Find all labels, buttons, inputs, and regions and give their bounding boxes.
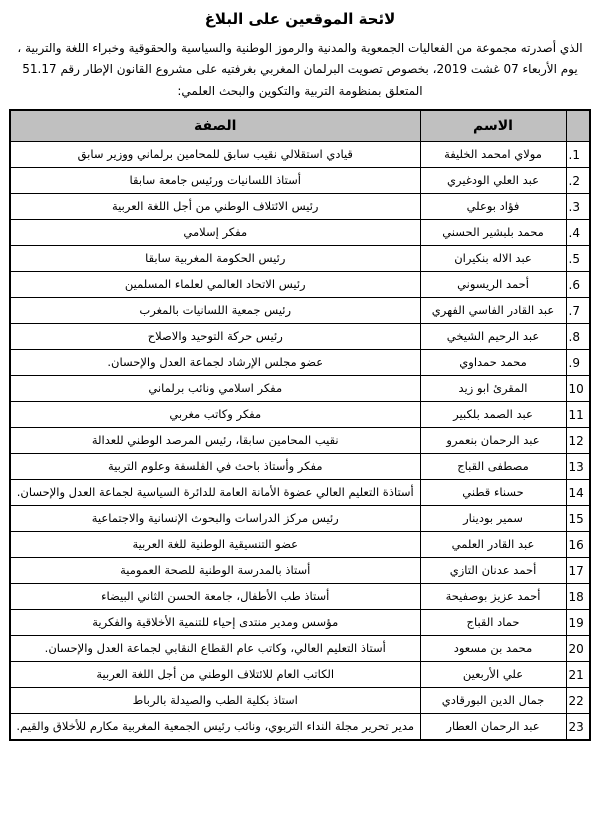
table-row <box>10 662 590 688</box>
table-row <box>10 220 590 246</box>
signatory-name: حماد القباج <box>420 610 566 636</box>
row-number: 16 <box>566 532 590 558</box>
row-number: 19 <box>566 610 590 636</box>
signatory-role: مؤسس ومدير منتدى إحياء للتنمية الأخلاقية والفكرية <box>10 610 420 636</box>
table-row <box>10 636 590 662</box>
signatory-name: أحمد عدنان التازي <box>420 558 566 584</box>
row-number: 5. <box>566 246 590 272</box>
signatory-role: مفكر اسلامي ونائب برلماني <box>10 376 420 402</box>
table-row <box>10 246 590 272</box>
signatory-role: أستاذ اللسانيات ورئيس جامعة سابقا <box>10 168 420 194</box>
row-number: 17 <box>566 558 590 584</box>
signatory-role: مفكر وأستاذ باحث في الفلسفة وعلوم التربية <box>10 454 420 480</box>
table-row <box>10 610 590 636</box>
signatory-name: عبد القادر الفاسي الفهري <box>420 298 566 324</box>
signatory-role: مفكر وكاتب مغربي <box>10 402 420 428</box>
signatories-body <box>10 142 590 741</box>
signatory-role: مدير تحرير مجلة النداء التربوي، ونائب رئيس الجمعية المغربية مكارم للأخلاق والقيم. <box>10 714 420 741</box>
row-number: 8. <box>566 324 590 350</box>
row-number: 20 <box>566 636 590 662</box>
signatory-name: عبد الرحيم الشيخي <box>420 324 566 350</box>
table-row <box>10 480 590 506</box>
table-row <box>10 506 590 532</box>
table-row <box>10 714 590 741</box>
signatory-role: عضو مجلس الإرشاد لجماعة العدل والإحسان. <box>10 350 420 376</box>
table-row <box>10 688 590 714</box>
signatory-name: محمد حمداوي <box>420 350 566 376</box>
header-number-cell <box>566 110 590 142</box>
signatory-role: عضو التنسيقية الوطنية للغة العربية <box>10 532 420 558</box>
signatory-role: رئيس مركز الدراسات والبحوث الإنسانية والاجتماعية <box>10 506 420 532</box>
signatory-name: علي الأربعين <box>420 662 566 688</box>
table-row <box>10 142 590 168</box>
table-row <box>10 272 590 298</box>
signatory-role: رئيس جمعية اللسانيات بالمغرب <box>10 298 420 324</box>
row-number: 21 <box>566 662 590 688</box>
signatory-role: رئيس الاتحاد العالمي لعلماء المسلمين <box>10 272 420 298</box>
row-number: 10 <box>566 376 590 402</box>
row-number: 11 <box>566 402 590 428</box>
row-number: 12 <box>566 428 590 454</box>
table-row <box>10 376 590 402</box>
signatory-role: استاذ بكلية الطب والصيدلة بالرباط <box>10 688 420 714</box>
signatory-name: عبد القادر العلمي <box>420 532 566 558</box>
row-number: 1. <box>566 142 590 168</box>
signatory-name: فؤاد بوعلي <box>420 194 566 220</box>
signatory-role: مفكر إسلامي <box>10 220 420 246</box>
document-intro-paragraph: الذي أصدرته مجموعة من الفعاليات الجمعوية والمدنية والرموز الوطنية والسياسية والحقوقية وخبراء اللغة والتربية ، يوم الأربعاء 07 غشت 2019، بخصوص تصويت البرلمان المغربي بغرفتيه على مشروع القانون الإطار رقم 51.17 المتعلق بمنظومة التربية والتكوين والبحث العلمي: <box>17 40 583 98</box>
table-row <box>10 532 590 558</box>
table-row <box>10 428 590 454</box>
header-role-cell: الصفة <box>10 110 420 142</box>
row-number: 22 <box>566 688 590 714</box>
row-number: 23 <box>566 714 590 741</box>
row-number: 18 <box>566 584 590 610</box>
signatory-name: عبد الرحمان بنعمرو <box>420 428 566 454</box>
table-row <box>10 350 590 376</box>
row-number: 4. <box>566 220 590 246</box>
row-number: 2. <box>566 168 590 194</box>
signatory-role: أستاذ طب الأطفال، جامعة الحسن الثاني البيضاء <box>10 584 420 610</box>
signatory-name: عبد الصمد بلكبير <box>420 402 566 428</box>
signatories-table <box>9 109 591 741</box>
table-row <box>10 454 590 480</box>
table-row <box>10 194 590 220</box>
signatory-name: أحمد الريسوني <box>420 272 566 298</box>
signatory-name: جمال الدين البورقادي <box>420 688 566 714</box>
row-number: 6. <box>566 272 590 298</box>
signatory-name: حسناء قطني <box>420 480 566 506</box>
signatory-name: محمد بلبشير الحسني <box>420 220 566 246</box>
signatory-name: المقرئ ابو زيد <box>420 376 566 402</box>
row-number: 13 <box>566 454 590 480</box>
signatory-role: الكاتب العام للائتلاف الوطني من أجل اللغة العربية <box>10 662 420 688</box>
table-row <box>10 584 590 610</box>
header-name-cell: الاسم <box>420 110 566 142</box>
row-number: 9. <box>566 350 590 376</box>
signatory-role: أستاذ بالمدرسة الوطنية للصحة العمومية <box>10 558 420 584</box>
signatory-name: أحمد عزيز بوصفيحة <box>420 584 566 610</box>
signatory-role: أستاذ التعليم العالي، وكاتب عام القطاع النقابي لجماعة العدل والإحسان. <box>10 636 420 662</box>
signatory-name: عبد العلي الودغيري <box>420 168 566 194</box>
table-row <box>10 558 590 584</box>
document-title: لائحة الموقعين على البلاغ <box>204 10 396 28</box>
signatory-name: مصطفى القباج <box>420 454 566 480</box>
signatory-role: رئيس حركة التوحيد والاصلاح <box>10 324 420 350</box>
table-row <box>10 168 590 194</box>
row-number: 15 <box>566 506 590 532</box>
signatory-role: نقيب المحامين سابقا، رئيس المرصد الوطني للعدالة <box>10 428 420 454</box>
row-number: 3. <box>566 194 590 220</box>
signatory-role: أستاذة التعليم العالي عضوة الأمانة العامة للدائرة السياسية لجماعة العدل والإحسان. <box>10 480 420 506</box>
signatory-name: عبد الاله بنكيران <box>420 246 566 272</box>
signatory-name: عبد الرحمان العطار <box>420 714 566 741</box>
table-header-row <box>10 110 590 142</box>
table-row <box>10 402 590 428</box>
table-row <box>10 298 590 324</box>
signatory-role: رئيس الحكومة المغربية سابقا <box>10 246 420 272</box>
signatory-name: مولاي امحمد الخليفة <box>420 142 566 168</box>
row-number: 7. <box>566 298 590 324</box>
row-number: 14 <box>566 480 590 506</box>
table-row <box>10 324 590 350</box>
signatory-role: رئيس الائتلاف الوطني من أجل اللغة العربية <box>10 194 420 220</box>
signatory-role: قيادي استقلالي نقيب سابق للمحامين برلماني ووزير سابق <box>10 142 420 168</box>
signatory-name: سمير بودينار <box>420 506 566 532</box>
signatory-name: محمد بن مسعود <box>420 636 566 662</box>
